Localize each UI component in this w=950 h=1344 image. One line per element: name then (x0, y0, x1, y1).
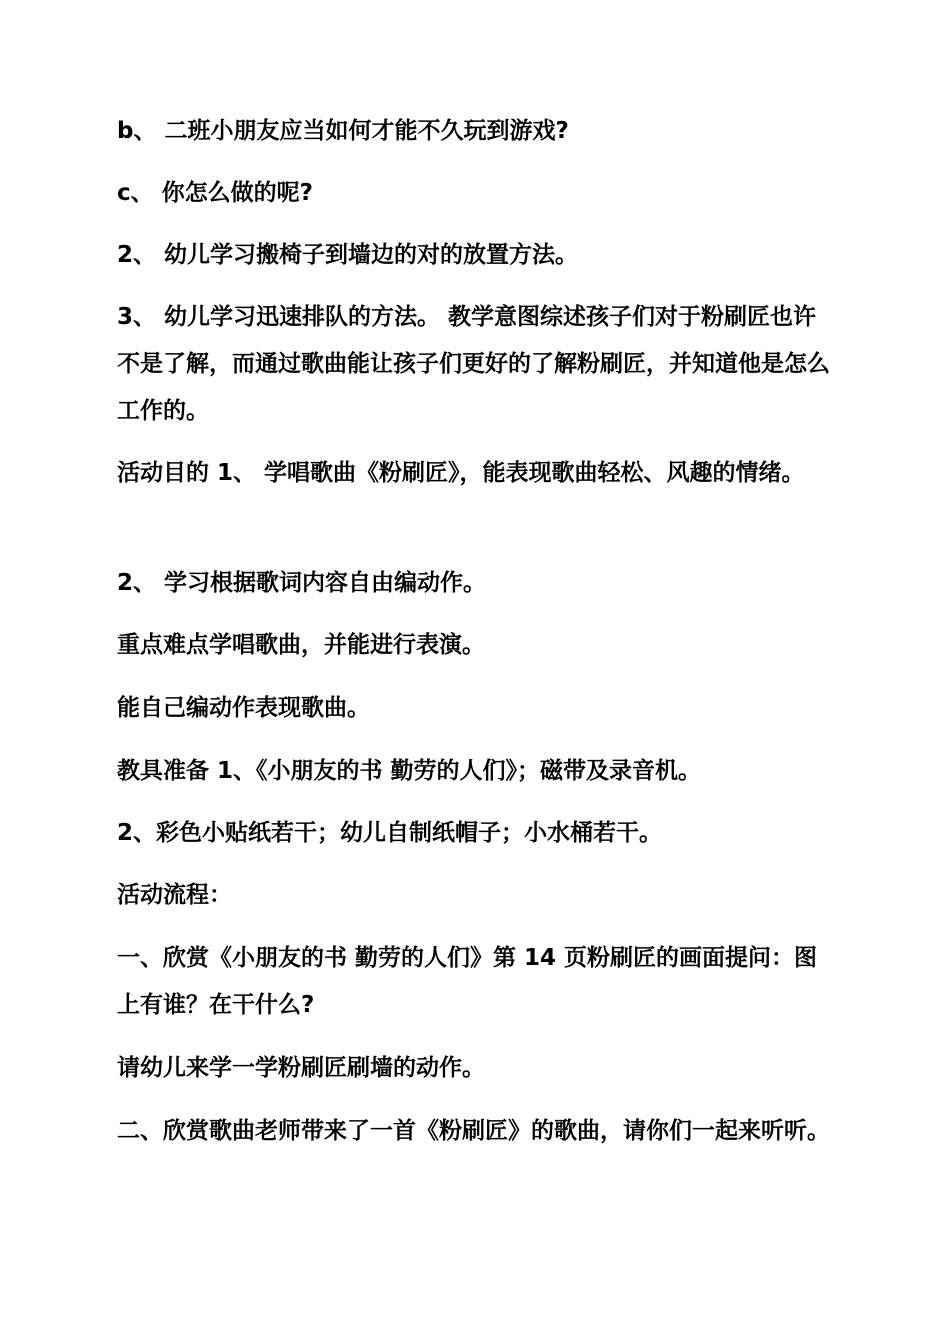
paragraph-11: 活动流程： (117, 882, 232, 908)
paragraph-5: 活动目的 1、 学唱歌曲《粉刷匠》，能表现歌曲轻松、风趣的情绪。 (117, 460, 805, 486)
paragraph-4: 3、 幼儿学习迅速排队的方法。 教学意图综述孩子们对于粉刷匠也许不是了解，而通过歌曲能让孩子们更好的了解粉刷匠，并知道他是怎么工作的。 (117, 304, 830, 424)
paragraph-10: 2、彩色小贴纸若干；幼儿自制纸帽子；小水桶若干。 (117, 820, 663, 846)
paragraph-9: 教具准备 1、《小朋友的书 勤劳的人们》；磁带及录音机。 (117, 758, 702, 784)
paragraph-2: c、 你怎么做的呢? (117, 180, 313, 206)
paragraph-7: 重点难点学唱歌曲，并能进行表演。 (117, 632, 485, 658)
paragraph-12: 一、欣赏《小朋友的书 勤劳的人们》第 14 页粉刷匠的画面提问：图上有谁？在干什么? (117, 945, 818, 1018)
paragraph-14: 二、欣赏歌曲老师带来了一首《粉刷匠》的歌曲，请你们一起来听听。 (117, 1118, 830, 1144)
paragraph-1: b、 二班小朋友应当如何才能不久玩到游戏? (117, 118, 569, 144)
paragraph-13: 请幼儿来学一学粉刷匠刷墙的动作。 (117, 1055, 485, 1081)
paragraph-3: 2、 幼儿学习搬椅子到墙边的对的放置方法。 (117, 242, 579, 268)
paragraph-6: 2、 学习根据歌词内容自由编动作。 (117, 570, 487, 596)
paragraph-8: 能自己编动作表现歌曲。 (117, 695, 370, 721)
